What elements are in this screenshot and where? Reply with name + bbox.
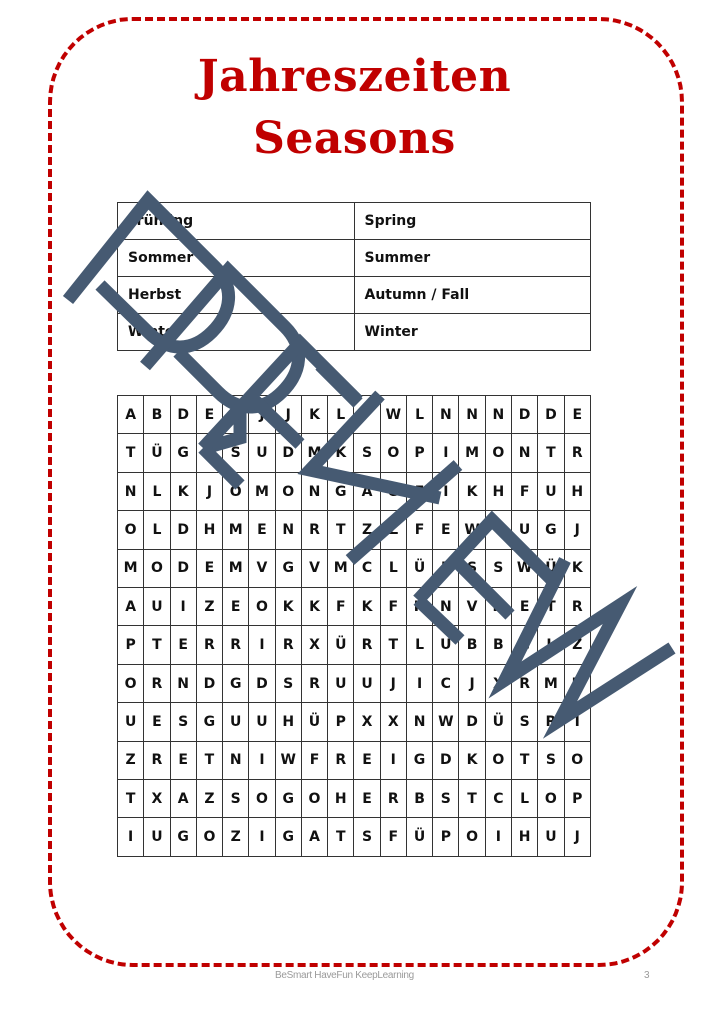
grid-cell: O	[380, 434, 406, 472]
grid-cell: T	[380, 626, 406, 664]
grid-cell: D	[275, 434, 301, 472]
grid-cell: F	[511, 472, 537, 510]
grid-cell: J	[196, 472, 222, 510]
grid-cell: I	[485, 818, 511, 857]
footer-text: BeSmart HaveFun KeepLearning	[275, 970, 414, 981]
grid-cell: D	[538, 396, 564, 434]
grid-cell: H	[511, 818, 537, 857]
grid-cell: W	[511, 549, 537, 587]
grid-cell: H	[406, 588, 432, 626]
grid-cell: Z	[196, 588, 222, 626]
word-search-grid	[117, 395, 591, 857]
grid-cell: R	[564, 588, 590, 626]
grid-row	[118, 434, 591, 472]
grid-cell: N	[433, 396, 459, 434]
grid-cell: K	[170, 472, 196, 510]
grid-row	[118, 664, 591, 702]
grid-cell: U	[249, 703, 275, 741]
grid-cell: U	[144, 818, 170, 857]
grid-cell: O	[459, 818, 485, 857]
grid-cell: L	[538, 626, 564, 664]
grid-cell: K	[328, 434, 354, 472]
grid-cell: O	[485, 434, 511, 472]
grid-cell: D	[511, 396, 537, 434]
grid-cell: R	[538, 703, 564, 741]
grid-cell: U	[354, 664, 380, 702]
grid-cell: L	[406, 626, 432, 664]
grid-cell: A	[170, 780, 196, 818]
grid-cell: I	[249, 818, 275, 857]
grid-cell: L	[380, 549, 406, 587]
grid-cell: O	[564, 741, 590, 779]
grid-cell: R	[275, 626, 301, 664]
grid-cell: Ü	[538, 549, 564, 587]
grid-cell: S	[538, 741, 564, 779]
grid-cell: G	[223, 664, 249, 702]
vocabulary-table	[117, 202, 591, 351]
grid-row	[118, 741, 591, 779]
grid-cell: O	[538, 780, 564, 818]
grid-cell: J	[249, 396, 275, 434]
grid-cell: E	[223, 588, 249, 626]
page-title-german: Jahreszeiten	[197, 51, 512, 102]
grid-cell: L	[511, 780, 537, 818]
grid-cell: F	[433, 549, 459, 587]
grid-cell: F	[328, 588, 354, 626]
grid-cell: G	[170, 434, 196, 472]
grid-cell: M	[459, 434, 485, 472]
grid-cell: N	[433, 588, 459, 626]
grid-cell: H	[485, 588, 511, 626]
grid-cell: W	[459, 511, 485, 549]
grid-cell: S	[485, 549, 511, 587]
grid-cell: X	[380, 703, 406, 741]
grid-cell: I	[564, 703, 590, 741]
grid-cell: O	[249, 588, 275, 626]
grid-cell: R	[196, 626, 222, 664]
grid-cell: D	[249, 664, 275, 702]
grid-cell: R	[380, 780, 406, 818]
grid-cell: L	[144, 472, 170, 510]
grid-cell: M	[223, 511, 249, 549]
grid-row	[118, 549, 591, 587]
page-number: 3	[644, 970, 650, 981]
grid-cell: K	[301, 588, 327, 626]
grid-cell: O	[485, 741, 511, 779]
grid-cell: T	[118, 434, 144, 472]
grid-cell: F	[301, 741, 327, 779]
grid-cell: U	[249, 434, 275, 472]
grid-cell: K	[564, 549, 590, 587]
grid-cell: C	[354, 549, 380, 587]
grid-cell: I	[433, 472, 459, 510]
vocab-row	[118, 277, 591, 314]
grid-cell: G	[406, 741, 432, 779]
grid-cell: R	[301, 664, 327, 702]
grid-cell: H	[485, 472, 511, 510]
grid-cell: L	[144, 511, 170, 549]
grid-cell: D	[170, 549, 196, 587]
grid-cell: G	[275, 780, 301, 818]
grid-cell: R	[511, 664, 537, 702]
grid-cell: T	[196, 741, 222, 779]
grid-cell: J	[380, 664, 406, 702]
grid-cell: A	[301, 818, 327, 857]
grid-cell: O	[223, 472, 249, 510]
grid-cell: I	[380, 741, 406, 779]
grid-cell: A	[118, 396, 144, 434]
vocab-german: Sommer	[118, 240, 355, 277]
grid-cell: O	[301, 780, 327, 818]
grid-cell: X	[485, 664, 511, 702]
grid-cell: A	[354, 472, 380, 510]
grid-cell: Z	[196, 780, 222, 818]
grid-cell: X	[354, 703, 380, 741]
grid-cell: H	[223, 396, 249, 434]
grid-cell: S	[275, 664, 301, 702]
grid-cell: T	[328, 511, 354, 549]
grid-cell: O	[144, 549, 170, 587]
grid-cell: U	[511, 511, 537, 549]
grid-cell: B	[459, 626, 485, 664]
grid-cell: C	[511, 626, 537, 664]
grid-cell: S	[354, 434, 380, 472]
grid-cell: H	[196, 511, 222, 549]
grid-cell: N	[459, 396, 485, 434]
grid-cell: N	[275, 511, 301, 549]
grid-cell: R	[564, 434, 590, 472]
grid-cell: D	[170, 396, 196, 434]
grid-cell: U	[433, 626, 459, 664]
grid-row	[118, 472, 591, 510]
grid-cell: D	[433, 741, 459, 779]
grid-cell: I	[406, 664, 432, 702]
vocab-english: Winter	[354, 314, 591, 351]
grid-cell: U	[223, 703, 249, 741]
grid-cell: B	[485, 626, 511, 664]
grid-cell: P	[328, 703, 354, 741]
grid-cell: W	[275, 741, 301, 779]
grid-cell: M	[223, 549, 249, 587]
grid-cell: G	[170, 818, 196, 857]
grid-cell: S	[223, 434, 249, 472]
grid-cell: Ü	[144, 434, 170, 472]
grid-cell: O	[196, 818, 222, 857]
grid-cell: N	[301, 472, 327, 510]
vocab-english: Spring	[354, 203, 591, 240]
grid-cell: R	[144, 664, 170, 702]
grid-cell: Ü	[301, 703, 327, 741]
grid-cell: A	[118, 588, 144, 626]
grid-cell: P	[118, 626, 144, 664]
grid-cell: P	[406, 434, 432, 472]
grid-cell: N	[511, 434, 537, 472]
grid-cell: D	[196, 664, 222, 702]
grid-cell: I	[249, 626, 275, 664]
grid-cell: J	[564, 818, 590, 857]
grid-cell: E	[511, 588, 537, 626]
grid-cell: E	[433, 511, 459, 549]
grid-cell: H	[564, 472, 590, 510]
grid-cell: U	[538, 818, 564, 857]
grid-cell: Z	[564, 626, 590, 664]
grid-cell: R	[301, 511, 327, 549]
vocab-row	[118, 203, 591, 240]
grid-cell: G	[328, 472, 354, 510]
grid-cell: V	[459, 588, 485, 626]
grid-cell: O	[249, 780, 275, 818]
grid-cell: K	[275, 588, 301, 626]
grid-cell: U	[564, 664, 590, 702]
vocab-german: Herbst	[118, 277, 355, 314]
grid-cell: T	[459, 780, 485, 818]
grid-cell: J	[459, 664, 485, 702]
grid-cell: F	[380, 588, 406, 626]
grid-cell: N	[223, 741, 249, 779]
grid-cell: Z	[118, 741, 144, 779]
grid-cell: H	[275, 703, 301, 741]
vocab-english: Autumn / Fall	[354, 277, 591, 314]
grid-cell: D	[170, 511, 196, 549]
grid-cell: U	[328, 664, 354, 702]
grid-cell: R	[144, 741, 170, 779]
grid-cell: F	[380, 818, 406, 857]
grid-cell: W	[433, 703, 459, 741]
grid-cell: V	[249, 549, 275, 587]
grid-cell: C	[433, 664, 459, 702]
grid-cell: T	[511, 741, 537, 779]
grid-cell: O	[275, 472, 301, 510]
grid-cell: M	[301, 434, 327, 472]
grid-row	[118, 396, 591, 434]
grid-cell: H	[328, 780, 354, 818]
grid-cell: G	[275, 549, 301, 587]
grid-cell: R	[328, 741, 354, 779]
grid-cell: K	[301, 396, 327, 434]
grid-cell: T	[538, 434, 564, 472]
grid-cell: U	[538, 472, 564, 510]
grid-cell: X	[144, 780, 170, 818]
vocab-row	[118, 314, 591, 351]
grid-cell: O	[118, 664, 144, 702]
grid-cell: E	[170, 741, 196, 779]
grid-cell: O	[118, 511, 144, 549]
grid-cell: I	[170, 588, 196, 626]
grid-cell: P	[433, 818, 459, 857]
grid-cell: T	[538, 588, 564, 626]
grid-cell: L	[328, 396, 354, 434]
grid-cell: S	[354, 818, 380, 857]
grid-cell: G	[538, 511, 564, 549]
grid-cell: K	[459, 741, 485, 779]
grid-row	[118, 780, 591, 818]
grid-cell: G	[380, 472, 406, 510]
grid-cell: U	[144, 588, 170, 626]
vocab-row	[118, 240, 591, 277]
grid-cell: G	[196, 703, 222, 741]
grid-cell: E	[354, 780, 380, 818]
grid-row	[118, 588, 591, 626]
grid-cell: S	[170, 703, 196, 741]
grid-cell: K	[354, 588, 380, 626]
grid-cell: E	[170, 626, 196, 664]
grid-cell: Z	[354, 511, 380, 549]
grid-cell: R	[354, 626, 380, 664]
grid-cell: T	[328, 818, 354, 857]
grid-cell: Z	[196, 434, 222, 472]
grid-cell: X	[301, 626, 327, 664]
grid-cell: J	[564, 511, 590, 549]
grid-cell: T	[118, 780, 144, 818]
grid-cell: Ü	[406, 549, 432, 587]
grid-cell: N	[170, 664, 196, 702]
grid-cell: Ü	[485, 703, 511, 741]
grid-cell: M	[538, 664, 564, 702]
grid-cell: S	[433, 780, 459, 818]
grid-cell: D	[459, 703, 485, 741]
grid-cell: N	[485, 396, 511, 434]
grid-cell: E	[196, 396, 222, 434]
vocab-english: Summer	[354, 240, 591, 277]
grid-row	[118, 703, 591, 741]
grid-cell: E	[196, 549, 222, 587]
grid-cell: M	[249, 472, 275, 510]
grid-cell: E	[249, 511, 275, 549]
grid-cell: U	[118, 703, 144, 741]
grid-cell: B	[406, 780, 432, 818]
grid-cell: S	[511, 703, 537, 741]
grid-cell: T	[485, 511, 511, 549]
grid-cell: I	[118, 818, 144, 857]
grid-cell: M	[328, 549, 354, 587]
page-title-english: Seasons	[253, 113, 456, 164]
grid-cell: T	[144, 626, 170, 664]
grid-row	[118, 626, 591, 664]
grid-cell: W	[380, 396, 406, 434]
grid-cell: Ü	[406, 818, 432, 857]
grid-cell: P	[564, 780, 590, 818]
grid-cell: F	[406, 472, 432, 510]
grid-cell: N	[406, 703, 432, 741]
grid-cell: J	[275, 396, 301, 434]
grid-cell: S	[223, 780, 249, 818]
grid-cell: G	[275, 818, 301, 857]
grid-cell: I	[433, 434, 459, 472]
grid-cell: V	[301, 549, 327, 587]
grid-cell: I	[249, 741, 275, 779]
grid-cell: Z	[223, 818, 249, 857]
grid-cell: C	[485, 780, 511, 818]
grid-cell: R	[223, 626, 249, 664]
grid-cell: Z	[380, 511, 406, 549]
grid-cell: E	[144, 703, 170, 741]
grid-cell: Ü	[328, 626, 354, 664]
grid-cell: E	[354, 741, 380, 779]
grid-cell: F	[354, 396, 380, 434]
grid-cell: E	[564, 396, 590, 434]
vocab-german: Frühling	[118, 203, 355, 240]
grid-row	[118, 818, 591, 857]
grid-cell: L	[406, 396, 432, 434]
grid-cell: S	[459, 549, 485, 587]
grid-cell: B	[144, 396, 170, 434]
vocab-german: Winter	[118, 314, 355, 351]
grid-cell: M	[118, 549, 144, 587]
grid-cell: F	[406, 511, 432, 549]
grid-row	[118, 511, 591, 549]
grid-cell: N	[118, 472, 144, 510]
grid-cell: K	[459, 472, 485, 510]
